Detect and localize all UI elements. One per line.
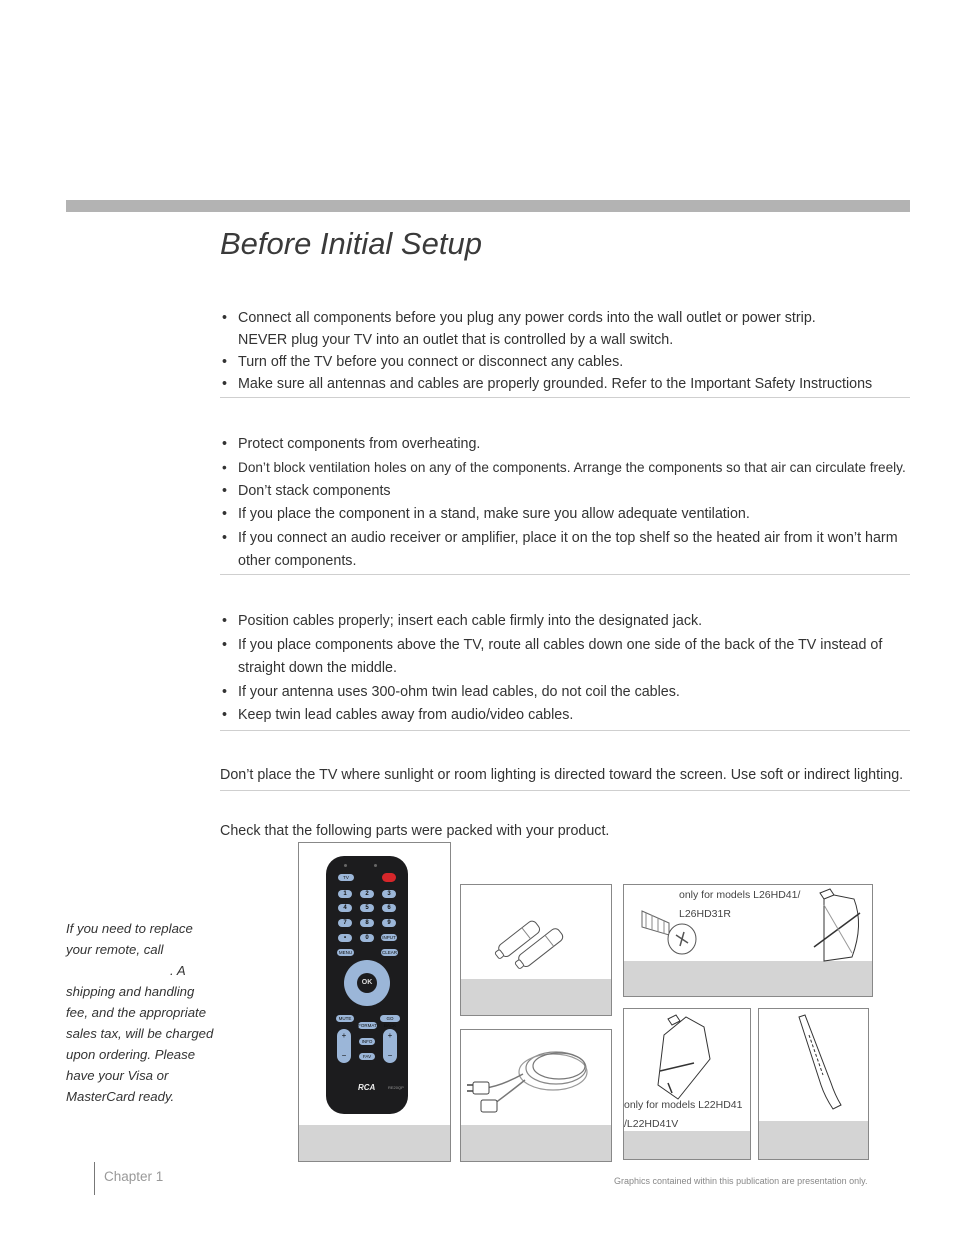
digit-button: 6 <box>382 904 396 912</box>
part-label-band <box>461 979 611 1015</box>
bullet-item: • Position cables properly; insert each cable firmly into the designated jack. <box>222 613 703 629</box>
ch-label: CH <box>387 1044 394 1049</box>
sidebar-note <box>66 918 226 1107</box>
go-back-button: GO BACK <box>380 1015 400 1022</box>
section-divider <box>220 574 910 575</box>
format-button: FORMAT <box>358 1023 377 1028</box>
info-button: INFO <box>359 1038 375 1045</box>
part-label-band <box>624 1131 750 1159</box>
stand-base-icon <box>624 885 873 965</box>
chapter-divider <box>94 1162 95 1195</box>
sidebar-line: upon ordering. Please <box>66 1047 196 1062</box>
bullet-continuation: other components. <box>238 553 357 569</box>
stand-base-icon <box>624 1009 751 1109</box>
bullet-item: • Protect components from overheating. <box>222 436 481 452</box>
batteries-icon <box>461 885 612 980</box>
part-box-stand <box>623 1008 751 1160</box>
header-bar <box>66 200 910 212</box>
lighting-paragraph: Don’t place the TV where sunlight or room lighting is directed toward the screen. Use soft or indirect lighting. <box>220 767 904 783</box>
bullet-item: • Don’t stack components <box>222 483 391 499</box>
section-divider <box>220 730 910 731</box>
chapter-label: Chapter 1 <box>104 1169 164 1184</box>
digit-button: • <box>338 934 352 942</box>
remote-control-image <box>326 856 408 1114</box>
bullet-item: • If you place components above the TV, route all cables down one side of the back of the TV instead of <box>222 637 883 653</box>
digit-button: 2 <box>360 890 374 898</box>
digit-button: 9 <box>382 919 396 927</box>
menu-button: MENU <box>338 950 353 955</box>
channel-rocker-icon: + − <box>383 1029 397 1063</box>
section-divider <box>220 790 910 791</box>
bullet-item: • If you connect an audio receiver or amplifier, place it on the top shelf so the heated air from it won’t harm <box>222 530 898 546</box>
page-title: Before Initial Setup <box>220 226 482 261</box>
screw-note: L26HD31R <box>679 908 731 920</box>
part-box-screws <box>623 884 873 997</box>
digit-button: 3 <box>382 890 396 898</box>
led-icon <box>344 864 347 867</box>
part-box-batteries <box>460 884 612 1016</box>
bullet-item: • If your antenna uses 300-ohm twin lead cables, do not coil the cables. <box>222 684 680 700</box>
bullet-item: • Don’t block ventilation holes on any of the components. Arrange the components so that air can circulate freely. <box>222 460 906 475</box>
sidebar-line: sales tax, will be charged <box>66 1026 214 1041</box>
part-label-band <box>299 1125 450 1161</box>
digit-button: 8 <box>360 919 374 927</box>
bullet-continuation: straight down the middle. <box>238 660 397 676</box>
section-divider <box>220 397 910 398</box>
stand-neck-icon <box>759 1009 869 1121</box>
sidebar-line: . A <box>170 963 186 978</box>
bullet-continuation: NEVER plug your TV into an outlet that is controlled by a wall switch. <box>238 332 674 348</box>
mute-button: MUTE <box>336 1015 354 1022</box>
digit-button: 7 <box>338 919 352 927</box>
power-icon <box>382 873 396 882</box>
volume-rocker-icon: + − <box>337 1029 351 1063</box>
sidebar-line: If you need to replace <box>66 921 193 936</box>
stand-note: only for models L22HD41 <box>624 1099 743 1111</box>
parts-intro: Check that the following parts were packed with your product. <box>220 823 610 839</box>
digit-button: 4 <box>338 904 352 912</box>
sidebar-line: fee, and the appropriate <box>66 1005 207 1020</box>
part-label-band <box>624 961 872 996</box>
vol-label: VOL <box>339 1044 349 1049</box>
sidebar-line: MasterCard ready. <box>66 1089 175 1104</box>
sidebar-line: your remote, call <box>66 942 164 957</box>
part-label-band <box>759 1121 868 1159</box>
input-button: INPUT <box>382 935 396 940</box>
digit-button: 0 <box>360 934 374 942</box>
digit-button: 1 <box>338 890 352 898</box>
led-icon <box>374 864 377 867</box>
part-label-band <box>461 1125 611 1161</box>
ok-button: OK <box>357 973 377 993</box>
screw-note: only for models L26HD41/ <box>679 889 801 901</box>
clear-button: CLEAR <box>381 950 397 955</box>
stand-note: /L22HD41V <box>624 1118 679 1130</box>
part-box-power-cord <box>460 1029 612 1162</box>
tv-button: TV <box>338 874 354 881</box>
part-box-stand-neck <box>758 1008 869 1160</box>
footnote: Graphics contained within this publication are presentation only. <box>614 1176 868 1186</box>
bullet-item: • If you place the component in a stand, make sure you allow adequate ventilation. <box>222 506 750 522</box>
bullet-item: • Keep twin lead cables away from audio/video cables. <box>222 707 574 723</box>
power-cord-icon <box>461 1030 612 1127</box>
digit-button: 5 <box>360 904 374 912</box>
bullet-item: • Turn off the TV before you connect or disconnect any cables. <box>222 354 624 370</box>
remote-model: RE20QP <box>388 1085 404 1090</box>
sidebar-line: have your Visa or <box>66 1068 169 1083</box>
sidebar-line: shipping and handling <box>66 984 195 999</box>
bullet-item: • Connect all components before you plug any power cords into the wall outlet or power strip. <box>222 310 816 326</box>
bullet-item: • Make sure all antennas and cables are properly grounded. Refer to the Important Safety Instructions <box>222 376 873 392</box>
fav-button: FAV <box>359 1053 375 1060</box>
rca-logo: RCA <box>358 1083 376 1092</box>
